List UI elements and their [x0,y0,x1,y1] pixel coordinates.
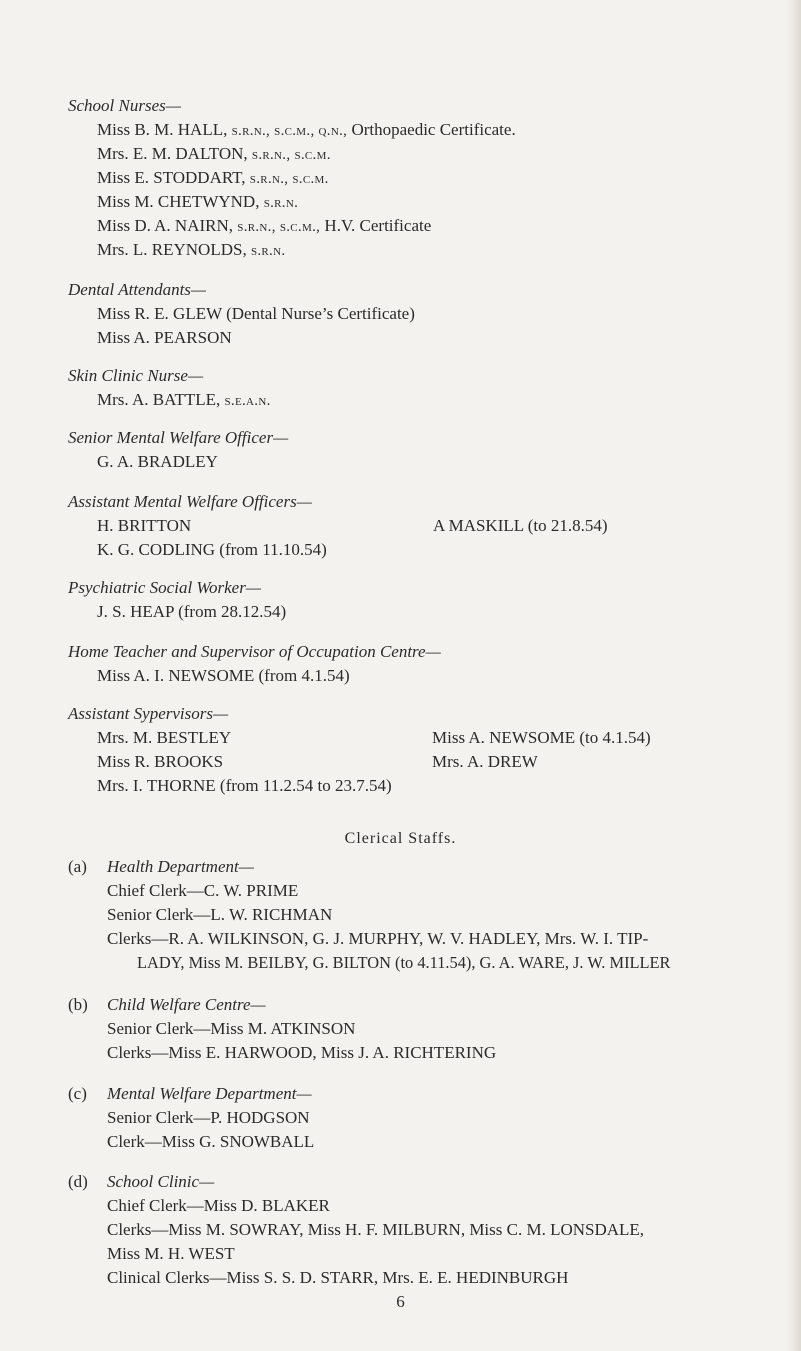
clerk-entry: Clinical Clerks—Miss S. S. D. STARR, Mrs. E. E. HEDINBURGH [107,1268,569,1287]
school-clinic-heading: School Clinic— [107,1172,215,1191]
section-marker: (d) [68,1172,88,1191]
home-teacher-heading: Home Teacher and Supervisor of Occupation Centre— [68,642,441,661]
senior-mwo-entry: G. A. BRADLEY [97,452,218,471]
clerk-entry: Clerk—Miss G. SNOWBALL [107,1132,315,1151]
assistant-mwo-entry: H. BRITTON [97,516,192,535]
section-marker: (c) [68,1084,87,1103]
nurse-entry: Miss B. M. HALL, s.r.n., s.c.m., q.n., Orthopaedic Certificate. [97,120,516,139]
supervisor-entry: Mrs. M. BESTLEY [97,728,232,747]
assistant-supervisors-heading: Assistant Sypervisors— [68,704,229,723]
nurse-entry: Miss E. STODDART, s.r.n., s.c.m. [97,168,329,187]
clerk-entry: LADY, Miss M. BEILBY, G. BILTON (to 4.11.54), G. A. WARE, J. W. MILLER [137,953,671,972]
clerk-entry: Clerks—Miss M. SOWRAY, Miss H. F. MILBURN, Miss C. M. LONSDALE, [107,1220,645,1239]
dental-heading: Dental Attendants— [68,280,207,299]
page-edge-shadow [787,0,801,1351]
clerical-staffs-title: Clerical Staffs. [344,830,457,847]
nurse-entry: Miss M. CHETWYND, s.r.n. [97,192,299,211]
nurse-entry: Mrs. E. M. DALTON, s.r.n., s.c.m. [97,144,331,163]
supervisor-entry: Miss A. NEWSOME (to 4.1.54) [432,728,651,747]
clerk-entry: Chief Clerk—Miss D. BLAKER [107,1196,330,1215]
clerk-entry: Miss M. H. WEST [107,1244,235,1263]
clerk-entry: Senior Clerk—Miss M. ATKINSON [107,1019,356,1038]
section-marker: (a) [68,857,87,876]
child-welfare-heading: Child Welfare Centre— [107,995,266,1014]
clerk-entry: Senior Clerk—L. W. RICHMAN [107,905,333,924]
page-number: 6 [396,1292,405,1311]
skin-heading: Skin Clinic Nurse— [68,366,204,385]
clerk-entry: Chief Clerk—C. W. PRIME [107,881,299,900]
assistant-mwo-entry: K. G. CODLING (from 11.10.54) [97,540,327,559]
school-nurses-heading: School Nurses— [68,96,181,115]
assistant-mwo-heading: Assistant Mental Welfare Officers— [68,492,312,511]
supervisor-entry: Mrs. A. DREW [432,752,538,771]
clerk-entry: Clerks—Miss E. HARWOOD, Miss J. A. RICHTERING [107,1043,497,1062]
section-marker: (b) [68,995,88,1014]
senior-mwo-heading: Senior Mental Welfare Officer— [68,428,289,447]
clerk-entry: Senior Clerk—P. HODGSON [107,1108,310,1127]
mental-welfare-heading: Mental Welfare Department— [107,1084,312,1103]
dental-entry: Miss A. PEARSON [97,328,232,347]
dental-entry: Miss R. E. GLEW (Dental Nurse’s Certificate) [97,304,415,323]
psych-entry: J. S. HEAP (from 28.12.54) [97,602,287,621]
nurse-entry: Mrs. L. REYNOLDS, s.r.n. [97,240,286,259]
supervisor-entry: Mrs. I. THORNE (from 11.2.54 to 23.7.54) [97,776,392,795]
skin-entry: Mrs. A. BATTLE, s.e.a.n. [97,390,271,409]
assistant-mwo-entry: A MASKILL (to 21.8.54) [433,516,608,535]
clerk-entry: Clerks—R. A. WILKINSON, G. J. MURPHY, W. V. HADLEY, Mrs. W. I. TIP- [107,929,649,948]
home-teacher-entry: Miss A. I. NEWSOME (from 4.1.54) [97,666,350,685]
nurse-entry: Miss D. A. NAIRN, s.r.n., s.c.m., H.V. Certificate [97,216,432,235]
supervisor-entry: Miss R. BROOKS [97,752,224,771]
health-department-heading: Health Department— [107,857,254,876]
psych-heading: Psychiatric Social Worker— [68,578,261,597]
